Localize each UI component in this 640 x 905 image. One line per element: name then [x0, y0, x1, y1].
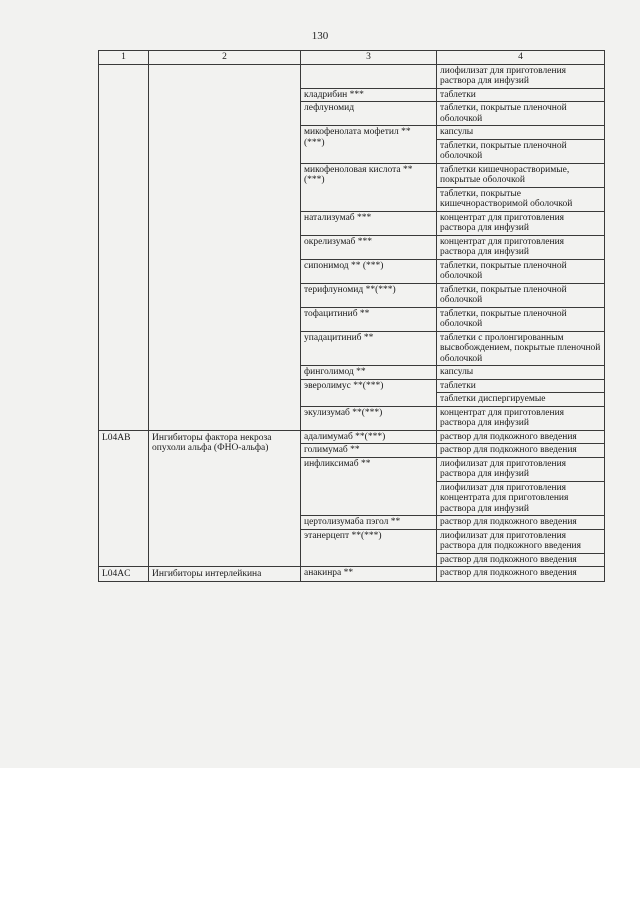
drug-cell: окрелизумаб ***	[301, 235, 437, 259]
table-header-row	[99, 51, 605, 65]
form-cell: таблетки	[437, 88, 605, 102]
drug-cell: микофенолата мофетил ** (***)	[301, 126, 437, 164]
drug-cell: адалимумаб **(***)	[301, 430, 437, 444]
drug-cell: микофеноловая кислота ** (***)	[301, 163, 437, 211]
drug-cell	[301, 64, 437, 88]
drug-cell: инфликсимаб **	[301, 457, 437, 516]
table-body	[99, 64, 605, 581]
form-cell: лиофилизат для приготовления раствора для инфузий	[437, 457, 605, 481]
form-cell: таблетки диспергируемые	[437, 393, 605, 407]
form-cell: таблетки, покрытые пленочной оболочкой	[437, 102, 605, 126]
column-header: 2	[149, 51, 301, 65]
form-cell: концентрат для приготовления раствора для инфузий	[437, 235, 605, 259]
drug-cell: анакинра **	[301, 567, 437, 582]
drug-cell: сипонимод ** (***)	[301, 259, 437, 283]
drug-cell: натализумаб ***	[301, 211, 437, 235]
form-cell: раствор для подкожного введения	[437, 553, 605, 567]
code-cell	[99, 64, 149, 430]
column-header: 3	[301, 51, 437, 65]
drug-cell: терифлуномид **(***)	[301, 283, 437, 307]
form-cell: капсулы	[437, 366, 605, 380]
table-row	[99, 430, 605, 444]
form-cell: таблетки	[437, 379, 605, 393]
drug-cell: этанерцепт **(***)	[301, 529, 437, 567]
form-cell: таблетки, покрытые пленочной оболочкой	[437, 283, 605, 307]
form-cell: таблетки кишечнорастворимые, покрытые оболочкой	[437, 163, 605, 187]
form-cell: раствор для подкожного введения	[437, 444, 605, 458]
group-name-cell: Ингибиторы фактора некроза опухоли альфа (ФНО-альфа)	[149, 430, 301, 567]
form-cell: раствор для подкожного введения	[437, 567, 605, 582]
column-header: 4	[437, 51, 605, 65]
drug-cell: лефлуномид	[301, 102, 437, 126]
group-cell	[149, 64, 301, 430]
drug-cell: упадацитиниб **	[301, 331, 437, 366]
table-row	[99, 567, 605, 582]
form-cell: таблетки, покрытые пленочной оболочкой	[437, 307, 605, 331]
atc-code-cell: L04AB	[99, 430, 149, 567]
drug-table	[98, 50, 605, 582]
form-cell: концентрат для приготовления раствора для инфузий	[437, 406, 605, 430]
drug-cell: эверолимус **(***)	[301, 379, 437, 406]
form-cell: капсулы	[437, 126, 605, 140]
form-cell: лиофилизат для приготовления раствора для инфузий	[437, 64, 605, 88]
form-cell: концентрат для приготовления раствора для инфузий	[437, 211, 605, 235]
form-cell: лиофилизат для приготовления раствора для подкожного введения	[437, 529, 605, 553]
form-cell: раствор для подкожного введения	[437, 516, 605, 530]
form-cell: таблетки, покрытые пленочной оболочкой	[437, 139, 605, 163]
page-number: 130	[311, 30, 329, 42]
table-row	[99, 64, 605, 88]
drug-cell: финголимод **	[301, 366, 437, 380]
form-cell: таблетки, покрытые пленочной оболочкой	[437, 259, 605, 283]
form-cell: таблетки с пролонгированным высвобождением, покрытые пленочной оболочкой	[437, 331, 605, 366]
atc-code-cell: L04AC	[99, 567, 149, 582]
drug-cell: экулизумаб **(***)	[301, 406, 437, 430]
drug-cell: кладрибин ***	[301, 88, 437, 102]
form-cell: таблетки, покрытые кишечнорастворимой оболочкой	[437, 187, 605, 211]
form-cell: лиофилизат для приготовления концентрата для приготовления раствора для инфузий	[437, 481, 605, 516]
drug-cell: голимумаб **	[301, 444, 437, 458]
form-cell: раствор для подкожного введения	[437, 430, 605, 444]
group-name-cell: Ингибиторы интерлейкина	[149, 567, 301, 582]
drug-cell: цертолизумаба пэгол **	[301, 516, 437, 530]
column-header: 1	[99, 51, 149, 65]
drug-cell: тофацитиниб **	[301, 307, 437, 331]
